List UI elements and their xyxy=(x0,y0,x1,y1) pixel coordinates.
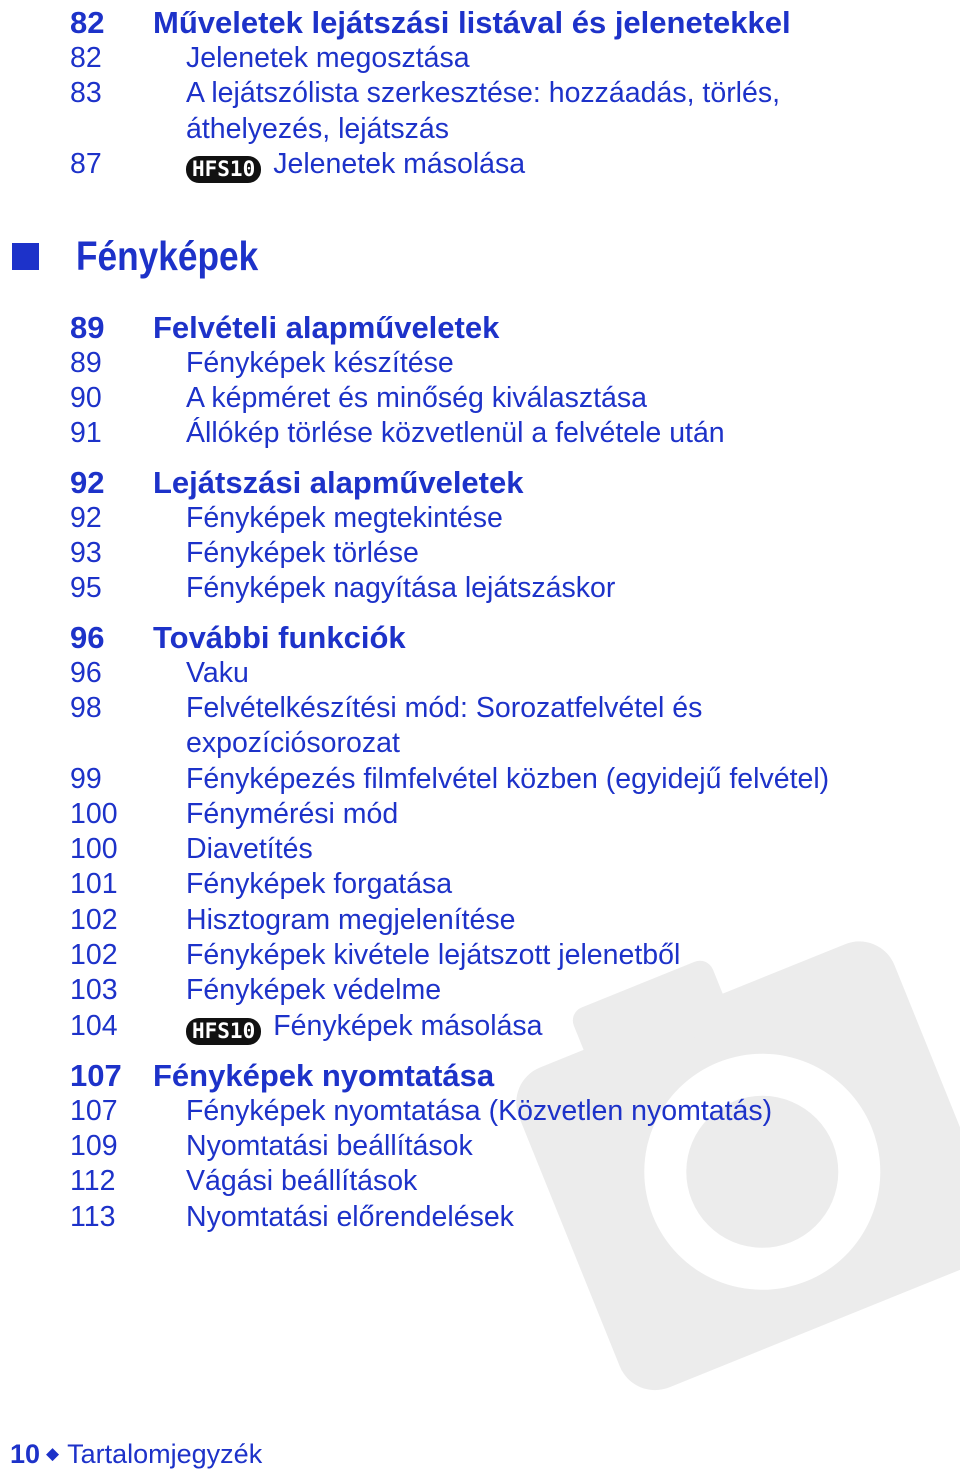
entry-page-number: 107 xyxy=(70,1094,118,1127)
entry-title xyxy=(0,691,960,762)
entry-title: Állókép törlése közvetlenül a felvétele után xyxy=(186,417,725,450)
heading-page-number: 82 xyxy=(70,5,105,40)
entry-title: Fényképezés filmfelvétel közben (egyidejű felvétel) xyxy=(186,762,830,795)
entry-page-number: 100 xyxy=(70,833,118,866)
entry-title: Fényképek készítése xyxy=(186,346,454,379)
heading-page-number: 107 xyxy=(70,1057,122,1093)
heading-page-number: 89 xyxy=(70,309,105,345)
heading-title: Lejátszási alapműveletek xyxy=(153,464,524,500)
hfs10-badge-icon: HFS10 xyxy=(186,1018,261,1045)
toc-entry[interactable] xyxy=(0,1009,960,1045)
entry-title: Vágási beállítások xyxy=(186,1165,418,1198)
entry-page-number: 112 xyxy=(70,1165,116,1198)
toc-entry[interactable] xyxy=(0,691,960,762)
toc-group-list-top xyxy=(0,4,960,183)
toc-entry[interactable] xyxy=(0,867,960,902)
entry-title-line: A lejátszólista szerkesztése: hozzáadás, törlés, xyxy=(186,77,781,110)
entry-page-number: 92 xyxy=(70,501,102,534)
entry-page-number: 101 xyxy=(70,868,118,901)
toc-entry[interactable] xyxy=(0,973,960,1008)
toc-heading[interactable] xyxy=(0,619,960,656)
toc-group xyxy=(0,4,960,183)
entry-page-number: 82 xyxy=(70,42,102,74)
entry-title: Nyomtatási beállítások xyxy=(186,1129,473,1162)
heading-page-number: 92 xyxy=(70,464,105,500)
toc-entry[interactable] xyxy=(0,1200,960,1235)
heading-title: További funkciók xyxy=(153,619,406,655)
toc-heading[interactable] xyxy=(0,309,960,346)
section-square-icon xyxy=(12,243,39,270)
entry-title: Nyomtatási előrendelések xyxy=(186,1200,514,1233)
toc-entry[interactable] xyxy=(0,797,960,832)
hfs10-badge-icon: HFS10 xyxy=(186,156,261,183)
toc-group xyxy=(0,309,960,452)
entry-title xyxy=(0,1009,960,1045)
toc-group-list xyxy=(0,309,960,1235)
toc-heading[interactable] xyxy=(0,4,960,41)
entry-page-number: 83 xyxy=(70,77,102,110)
toc-heading[interactable] xyxy=(0,464,960,501)
page-footer xyxy=(10,1436,262,1472)
entry-title-text: Fényképek másolása xyxy=(273,1009,543,1042)
toc-entry[interactable] xyxy=(0,1129,960,1164)
heading-page-number: 96 xyxy=(70,619,105,655)
entry-title: Hisztogram megjelenítése xyxy=(186,903,516,936)
entry-title-line: Felvételkészítési mód: Sorozatfelvétel és xyxy=(186,691,703,724)
entry-page-number: 102 xyxy=(70,939,118,972)
heading-title: Műveletek lejátszási listával és jelenetekkel xyxy=(153,5,791,40)
entry-page-number: 104 xyxy=(70,1009,118,1042)
toc-entry[interactable] xyxy=(0,381,960,416)
entry-title: Fénymérési mód xyxy=(186,797,399,830)
entry-title: Diavetítés xyxy=(186,833,313,866)
entry-page-number: 89 xyxy=(70,346,102,379)
toc-entry[interactable] xyxy=(0,416,960,451)
toc-entry[interactable] xyxy=(0,903,960,938)
entry-page-number: 98 xyxy=(70,691,102,724)
toc-group xyxy=(0,464,960,607)
toc-entry[interactable] xyxy=(0,346,960,381)
entry-page-number: 91 xyxy=(70,417,102,450)
entry-page-number: 99 xyxy=(70,762,102,795)
entry-page-number: 90 xyxy=(70,382,102,415)
entry-title xyxy=(0,147,960,183)
toc-entry[interactable] xyxy=(0,762,960,797)
entry-page-number: 93 xyxy=(70,537,102,570)
toc-entry[interactable] xyxy=(0,147,960,183)
toc-entry[interactable] xyxy=(0,571,960,606)
entry-title: Fényképek forgatása xyxy=(186,868,453,901)
section-header xyxy=(0,227,960,299)
entry-title: Fényképek megtekintése xyxy=(186,501,503,534)
heading-title: Felvételi alapműveletek xyxy=(153,309,500,345)
toc-entry[interactable] xyxy=(0,656,960,691)
entry-title-line: áthelyezés, lejátszás xyxy=(186,112,449,145)
entry-title: Fényképek védelme xyxy=(186,974,442,1007)
toc-entry[interactable] xyxy=(0,1094,960,1129)
toc-entry[interactable] xyxy=(0,41,960,76)
toc-group xyxy=(0,1057,960,1235)
entry-page-number: 95 xyxy=(70,572,102,605)
toc-entry[interactable] xyxy=(0,76,960,147)
entry-page-number: 100 xyxy=(70,797,118,830)
toc-group xyxy=(0,619,960,1045)
toc-entry[interactable] xyxy=(0,938,960,973)
toc-entry[interactable] xyxy=(0,501,960,536)
entry-title-line: expozíciósorozat xyxy=(186,727,400,760)
entry-title: Fényképek nyomtatása (Közvetlen nyomtatás) xyxy=(186,1094,773,1127)
section-title[interactable]: Fényképek xyxy=(76,232,259,279)
entry-title: Fényképek nagyítása lejátszáskor xyxy=(186,572,616,605)
heading-title: Fényképek nyomtatása xyxy=(153,1057,495,1093)
diamond-icon: ◆ xyxy=(46,1444,60,1463)
entry-page-number: 96 xyxy=(70,656,102,689)
entry-title: Fényképek kivétele lejátszott jelenetből xyxy=(186,939,681,972)
toc-entry[interactable] xyxy=(0,832,960,867)
footer-page-number: 10 xyxy=(10,1439,41,1469)
toc-heading[interactable] xyxy=(0,1057,960,1094)
footer-label[interactable]: Tartalomjegyzék xyxy=(67,1439,263,1469)
entry-title-text: Jelenetek másolása xyxy=(273,147,526,180)
entry-page-number: 103 xyxy=(70,974,118,1007)
toc-entry[interactable] xyxy=(0,536,960,571)
entry-title xyxy=(0,76,960,147)
entry-title: Vaku xyxy=(186,656,249,689)
entry-page-number: 109 xyxy=(70,1129,118,1162)
entry-title: Fényképek törlése xyxy=(186,537,419,570)
entry-page-number: 102 xyxy=(70,903,118,936)
toc-entry[interactable] xyxy=(0,1164,960,1199)
entry-title: A képméret és minőség kiválasztása xyxy=(186,382,647,415)
entry-page-number: 87 xyxy=(70,147,102,180)
entry-title: Jelenetek megosztása xyxy=(186,42,470,74)
entry-page-number: 113 xyxy=(70,1200,116,1233)
